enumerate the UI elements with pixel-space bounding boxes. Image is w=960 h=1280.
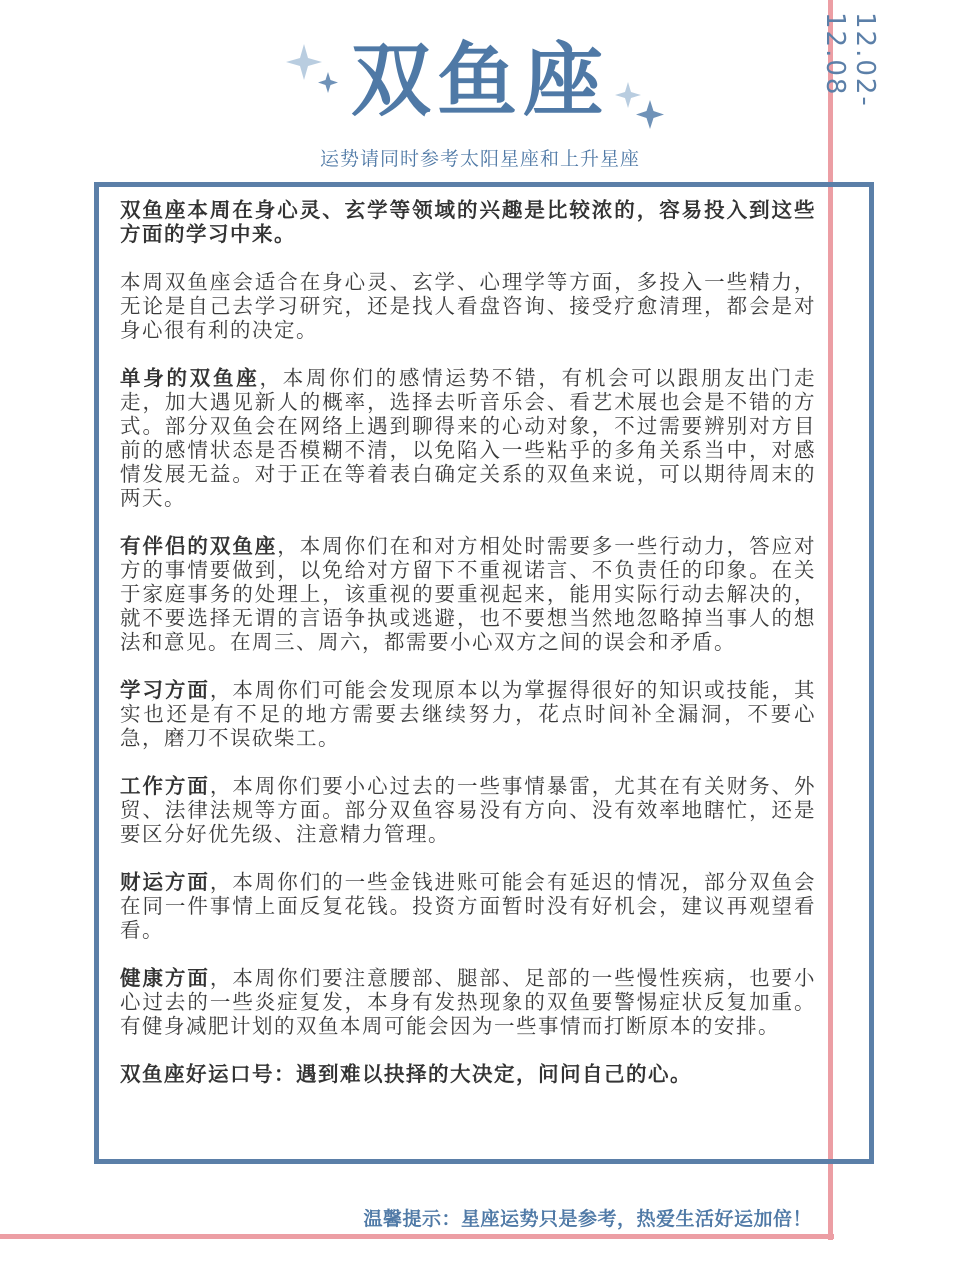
section-health: 健康方面，本周你们要注意腰部、腿部、足部的一些慢性疾病，也要小心过去的一些炎症复发，本身有发热现象的双鱼要警惕症状反复加重。有健身减肥计划的双鱼本周可能会因为一些事情而打断原本的安排。 — [120, 966, 817, 1038]
section-heading: 有伴侣的双鱼座 — [120, 534, 278, 558]
page-title: 双鱼座 — [351, 34, 609, 127]
section-wealth: 财运方面，本周你们的一些金钱进账可能会有延迟的情况，部分双鱼会在同一件事情上面反复花钱。投资方面暂时没有好机会，建议再观望看看。 — [120, 870, 817, 942]
slogan: 双鱼座好运口号：遇到难以抉择的大决定，问问自己的心。 — [120, 1062, 692, 1086]
section-couple: 有伴侣的双鱼座，本周你们在和对方相处时需要多一些行动力，答应对方的事情要做到，以免给对方留下不重视诺言、不负责任的印象。在关于家庭事务的处理上，该重视的要重视起来，能用实际行动去解决的，就不要选择无谓的言语争执或逃避，也不要想当然地忽略掉当事人的想法和意见。在周三、周六，都需要小心双方之间的误会和矛盾。 — [120, 534, 817, 654]
section-heading: 健康方面 — [120, 966, 210, 990]
section-heading: 学习方面 — [120, 678, 210, 702]
overview-paragraph: 本周双鱼座会适合在身心灵、玄学、心理学等方面，多投入一些精力，无论是自己去学习研究，还是找人看盘咨询、接受疗愈清理，都会是对身心很有利的决定。 — [120, 270, 816, 342]
section-heading: 工作方面 — [120, 774, 210, 798]
horoscope-content — [120, 198, 816, 1086]
subtitle: 运势请同时参考太阳星座和上升星座 — [319, 148, 640, 170]
footer-tip: 温馨提示：星座运势只是参考，热爱生活好运加倍！ — [363, 1208, 812, 1230]
section-work: 工作方面，本周你们要小心过去的一些事情暴雷，尤其在有关财务、外贸、法律法规等方面。部分双鱼容易没有方向、没有效率地瞎忙，还是要区分好优先级、注意精力管理。 — [120, 774, 817, 846]
section-single: 单身的双鱼座，本周你们的感情运势不错，有机会可以跟朋友出门走走，加大遇见新人的概率，选择去听音乐会、看艺术展也会是不错的方式。部分双鱼会在网络上遇到聊得来的心动对象，不过需要辨别对方目前的感情状态是否模糊不清，以免陷入一些粘乎的多角关系当中，对感情发展无益。对于正在等着表白确定关系的双鱼来说，可以期待周末的两天。 — [120, 366, 817, 510]
intro-paragraph: 双鱼座本周在身心灵、玄学等领域的兴趣是比较浓的，容易投入到这些方面的学习中来。 — [120, 198, 816, 246]
section-study: 学习方面，本周你们可能会发现原本以为掌握得很好的知识或技能，其实也还是有不足的地方需要去继续努力，花点时间补全漏洞，不要心急，磨刀不误砍柴工。 — [120, 678, 817, 750]
date-range: 12.02-12.08 — [820, 12, 880, 108]
pink-horizontal-line — [0, 1234, 834, 1239]
section-heading: 单身的双鱼座 — [120, 366, 260, 390]
section-heading: 财运方面 — [120, 870, 210, 894]
